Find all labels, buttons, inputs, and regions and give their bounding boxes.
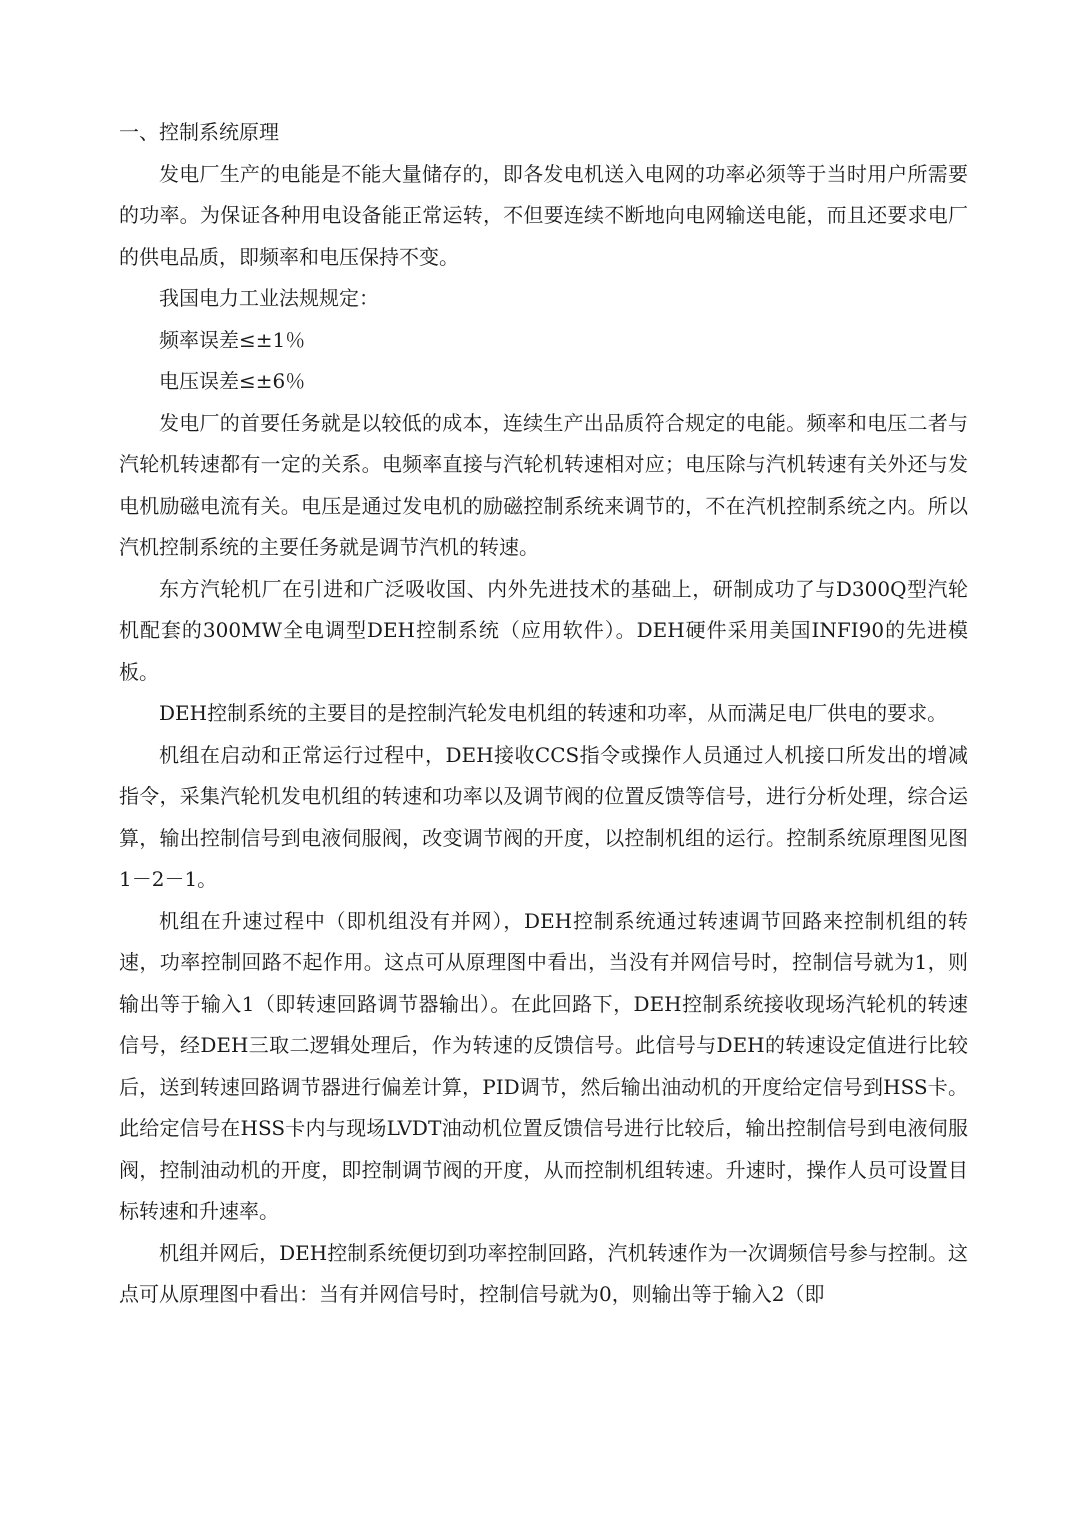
section-heading: 一、控制系统原理 [119, 120, 279, 144]
document-body [119, 112, 968, 1316]
paragraph-regulation-intro: 我国电力工业法规规定： [159, 286, 379, 310]
paragraph-primary-task: 发电厂的首要任务就是以较低的成本，连续生产出品质符合规定的电能。频率和电压二者与汽轮机转速都有一定的关系。电频率直接与汽轮机转速相对应；电压除与汽机转速有关外还与发电机励磁电流有关。电压是通过发电机的励磁控制系统来调节的，不在汽机控制系统之内。所以汽机控制系统的主要任务就是调节汽机的转速。 [119, 410, 968, 559]
paragraph-dongfang-deh: 东方汽轮机厂在引进和广泛吸收国、内外先进技术的基础上，研制成功了与D300Q型汽轮机配套的300MW全电调型DEH控制系统（应用软件）。DEH硬件采用美国INFI90的先进模板。 [119, 576, 968, 684]
paragraph-speed-control: 机组在升速过程中（即机组没有并网），DEH控制系统通过转速调节回路来控制机组的转速，功率控制回路不起作用。这点可从原理图中看出，当没有并网信号时，控制信号就为1，则输出等于输入1（即转速回路调节器输出）。在此回路下，DEH控制系统接收现场汽轮机的转速信号，经DEH三取二逻辑处理后，作为转速的反馈信号。此信号与DEH的转速设定值进行比较后，送到转速回路调节器进行偏差计算，PID调节，然后输出油动机的开度给定信号到HSS卡。此给定信号在HSS卡内与现场LVDT油动机位置反馈信号进行比较后，输出控制信号到电液伺服阀，控制油动机的开度，即控制调节阀的开度，从而控制机组转速。升速时，操作人员可设置目标转速和升速率。 [119, 908, 968, 1223]
paragraph-grid-connected: 机组并网后，DEH控制系统便切到功率控制回路，汽机转速作为一次调频信号参与控制。这点可从原理图中看出：当有并网信号时，控制信号就为0，则输出等于输入2（即 [119, 1240, 968, 1306]
paragraph-frequency-error: 频率误差≤±1％ [159, 327, 306, 352]
paragraph-power-storage: 发电厂生产的电能是不能大量储存的，即各发电机送入电网的功率必须等于当时用户所需要的功率。为保证各种用电设备能正常运转，不但要连续不断地向电网输送电能，而且还要求电厂的供电品质，即频率和电压保持不变。 [119, 161, 968, 269]
paragraph-deh-purpose: DEH控制系统的主要目的是控制汽轮发电机组的转速和功率，从而满足电厂供电的要求。 [159, 701, 948, 725]
paragraph-voltage-error: 电压误差≤±6％ [159, 369, 306, 393]
paragraph-startup-operation: 机组在启动和正常运行过程中，DEH接收CCS指令或操作人员通过人机接口所发出的增减指令，采集汽轮机发电机组的转速和功率以及调节阀的位置反馈等信号，进行分析处理，综合运算，输出控制信号到电液伺服阀，改变调节阀的开度，以控制机组的运行。控制系统原理图见图1－2－1。 [119, 742, 968, 891]
